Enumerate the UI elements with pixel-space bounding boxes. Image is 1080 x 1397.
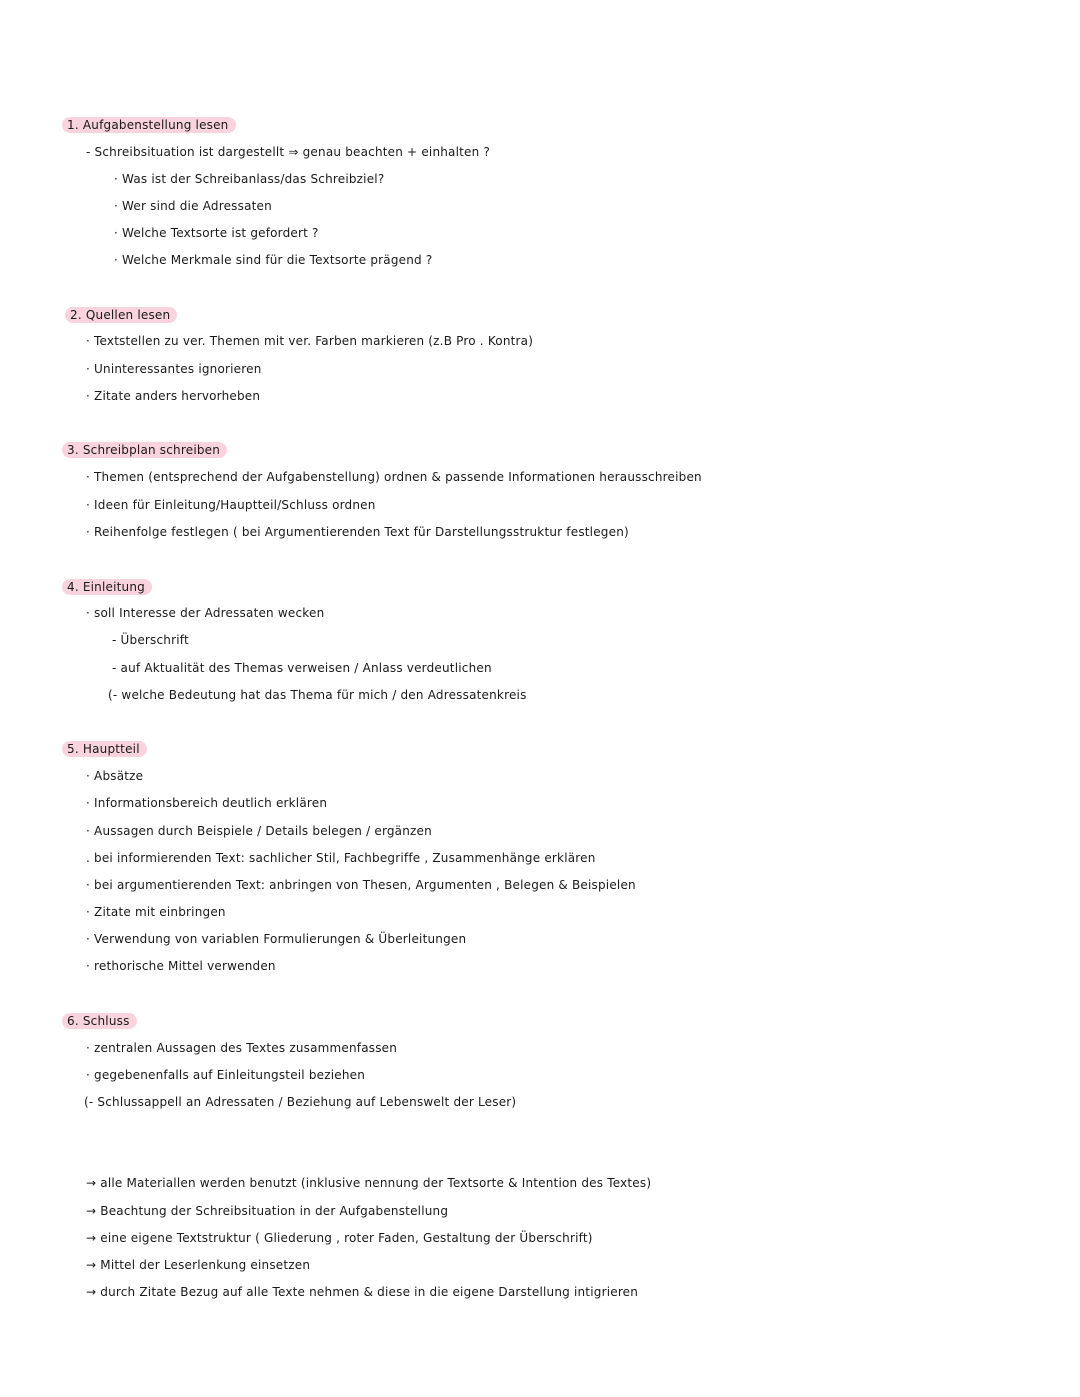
- list-item: · Absätze: [86, 769, 144, 783]
- note-item: → durch Zitate Bezug auf alle Texte nehmen & diese in die eigene Darstellung intigrieren: [86, 1285, 639, 1299]
- list-item: · Themen (entsprechend der Aufgabenstellung) ordnen & passende Informationen herausschreiben: [86, 470, 702, 484]
- list-subitem: - auf Aktualität des Themas verweisen / Anlass verdeutlichen: [112, 661, 492, 675]
- list-item: · soll Interesse der Adressaten wecken: [86, 606, 325, 620]
- section-heading-quellen: 2. Quellen lesen: [65, 307, 177, 323]
- list-subitem: · Wer sind die Adressaten: [114, 199, 272, 213]
- list-item: (- Schlussappell an Adressaten / Beziehung auf Lebenswelt der Leser): [84, 1095, 517, 1109]
- note-item: → Mittel der Leserlenkung einsetzen: [86, 1258, 311, 1272]
- list-item: . bei informierenden Text: sachlicher Stil, Fachbegriffe , Zusammenhänge erklären: [86, 851, 596, 865]
- section-heading-einleitung: 4. Einleitung: [62, 579, 152, 595]
- list-subitem: · Welche Textsorte ist gefordert ?: [114, 226, 319, 240]
- note-item: → alle Materiallen werden benutzt (inklusive nennung der Textsorte & Intention des Textes): [86, 1176, 652, 1190]
- note-item: → Beachtung der Schreibsituation in der Aufgabenstellung: [86, 1204, 449, 1218]
- list-subitem: - Überschrift: [112, 633, 189, 647]
- list-item: - Schreibsituation ist dargestellt ⇒ genau beachten + einhalten ?: [86, 145, 491, 159]
- list-item: · bei argumentierenden Text: anbringen von Thesen, Argumenten , Belegen & Beispielen: [86, 878, 636, 892]
- list-subitem: (- welche Bedeutung hat das Thema für mich / den Adressatenkreis: [108, 688, 527, 702]
- list-item: · rethorische Mittel verwenden: [86, 959, 276, 973]
- section-heading-hauptteil: 5. Hauptteil: [62, 741, 147, 757]
- list-item: · gegebenenfalls auf Einleitungsteil beziehen: [86, 1068, 366, 1082]
- list-item: · Textstellen zu ver. Themen mit ver. Farben markieren (z.B Pro . Kontra): [86, 334, 534, 348]
- list-item: · Reihenfolge festlegen ( bei Argumentierenden Text für Darstellungsstruktur festlegen): [86, 525, 629, 539]
- list-item: · Informationsbereich deutlich erklären: [86, 796, 328, 810]
- note-item: → eine eigene Textstruktur ( Gliederung , roter Faden, Gestaltung der Überschrift): [86, 1231, 593, 1245]
- list-item: · zentralen Aussagen des Textes zusammenfassen: [86, 1041, 398, 1055]
- section-heading-aufgabenstellung: 1. Aufgabenstellung lesen: [62, 117, 236, 133]
- list-item: · Ideen für Einleitung/Hauptteil/Schluss ordnen: [86, 498, 376, 512]
- list-item: · Zitate mit einbringen: [86, 905, 226, 919]
- list-item: · Verwendung von variablen Formulierungen & Überleitungen: [86, 932, 467, 946]
- list-subitem: · Was ist der Schreibanlass/das Schreibziel?: [114, 172, 385, 186]
- list-item: · Aussagen durch Beispiele / Details belegen / ergänzen: [86, 824, 432, 838]
- list-item: · Zitate anders hervorheben: [86, 389, 261, 403]
- list-item: · Uninteressantes ignorieren: [86, 362, 262, 376]
- section-heading-schluss: 6. Schluss: [62, 1013, 137, 1029]
- list-subitem: · Welche Merkmale sind für die Textsorte prägend ?: [114, 253, 433, 267]
- section-heading-schreibplan: 3. Schreibplan schreiben: [62, 442, 227, 458]
